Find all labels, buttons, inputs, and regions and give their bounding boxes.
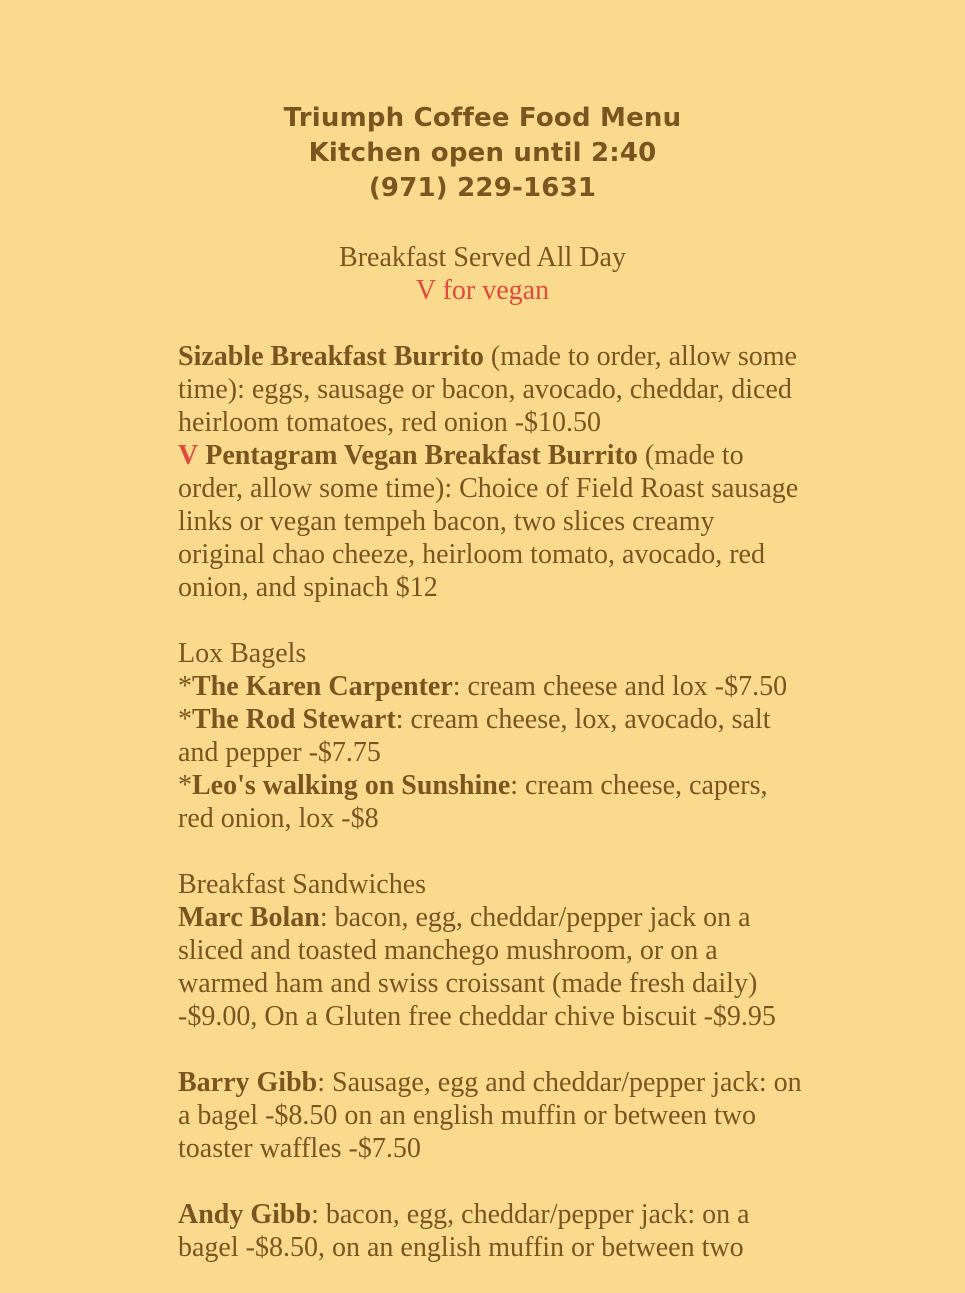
item-prefix: * [178,770,192,801]
item-description: (made to order, allow some time): eggs, sausage or bacon, avocado, cheddar, diced heirloom tomatoes, red onion -$10.50 [178,341,797,438]
item-name: Marc Bolan [178,902,320,933]
item-description: : cream cheese, lox, avocado, salt and pepper -$7.75 [178,704,771,768]
item-name: Leo's walking on Sunshine [192,770,511,801]
menu-item-breakfast-burrito [178,340,803,439]
spacer [178,1165,803,1198]
menu-header [0,101,965,206]
menu-item-marc-bolan [178,901,803,1033]
section-heading-lox-bagels: Lox Bagels [178,638,307,669]
item-name: Barry Gibb [178,1067,318,1098]
menu-title: Triumph Coffee Food Menu [283,103,682,133]
menu-body [178,340,803,1264]
menu-item-vegan-burrito [178,439,803,604]
menu-item-andy-gibb [178,1198,803,1264]
spacer [178,604,803,637]
item-description: : cream cheese, capers, red onion, lox -$8 [178,770,768,834]
item-prefix: * [178,704,192,735]
item-name: Andy Gibb [178,1199,312,1230]
item-name: The Karen Carpenter [192,671,453,702]
phone-number: (971) 229-1631 [368,173,597,203]
item-description: : bacon, egg, cheddar/pepper jack: on a bagel -$8.50, on an english muffin or between two [178,1199,750,1263]
item-description: : bacon, egg, cheddar/pepper jack on a sliced and toasted manchego mushroom, or on a warmed ham and swiss croissant (made fresh daily) -$9.00, On a Gluten free cheddar chive biscuit -$9.95 [178,902,776,1032]
item-description: (made to order, allow some time): Choice of Field Roast sausage links or vegan tempeh bacon, two slices creamy original chao cheeze, heirloom tomato, avocado, red onion, and spinach $12 [178,440,799,603]
menu-subheader [0,241,965,307]
breakfast-all-day-note: Breakfast Served All Day [339,242,626,273]
vegan-legend: V for vegan [415,275,550,306]
item-name: Sizable Breakfast Burrito [178,341,484,372]
spacer [178,835,803,868]
menu-item-leos-walking-on-sunshine [178,769,803,835]
spacer [178,1033,803,1066]
menu-item-karen-carpenter [178,670,803,703]
item-description: : cream cheese and lox -$7.50 [452,671,788,702]
section-heading-breakfast-sandwiches: Breakfast Sandwiches [178,869,427,900]
item-prefix: * [178,671,192,702]
item-name: Pentagram Vegan Breakfast Burrito [205,440,638,471]
menu-item-rod-stewart [178,703,803,769]
menu-item-barry-gibb [178,1066,803,1165]
kitchen-hours: Kitchen open until 2:40 [308,138,657,168]
item-name: The Rod Stewart [192,704,396,735]
vegan-marker: V [178,440,199,471]
item-description: : Sausage, egg and cheddar/pepper jack: on a bagel -$8.50 on an english muffin or between two toaster waffles -$7.50 [178,1067,802,1164]
